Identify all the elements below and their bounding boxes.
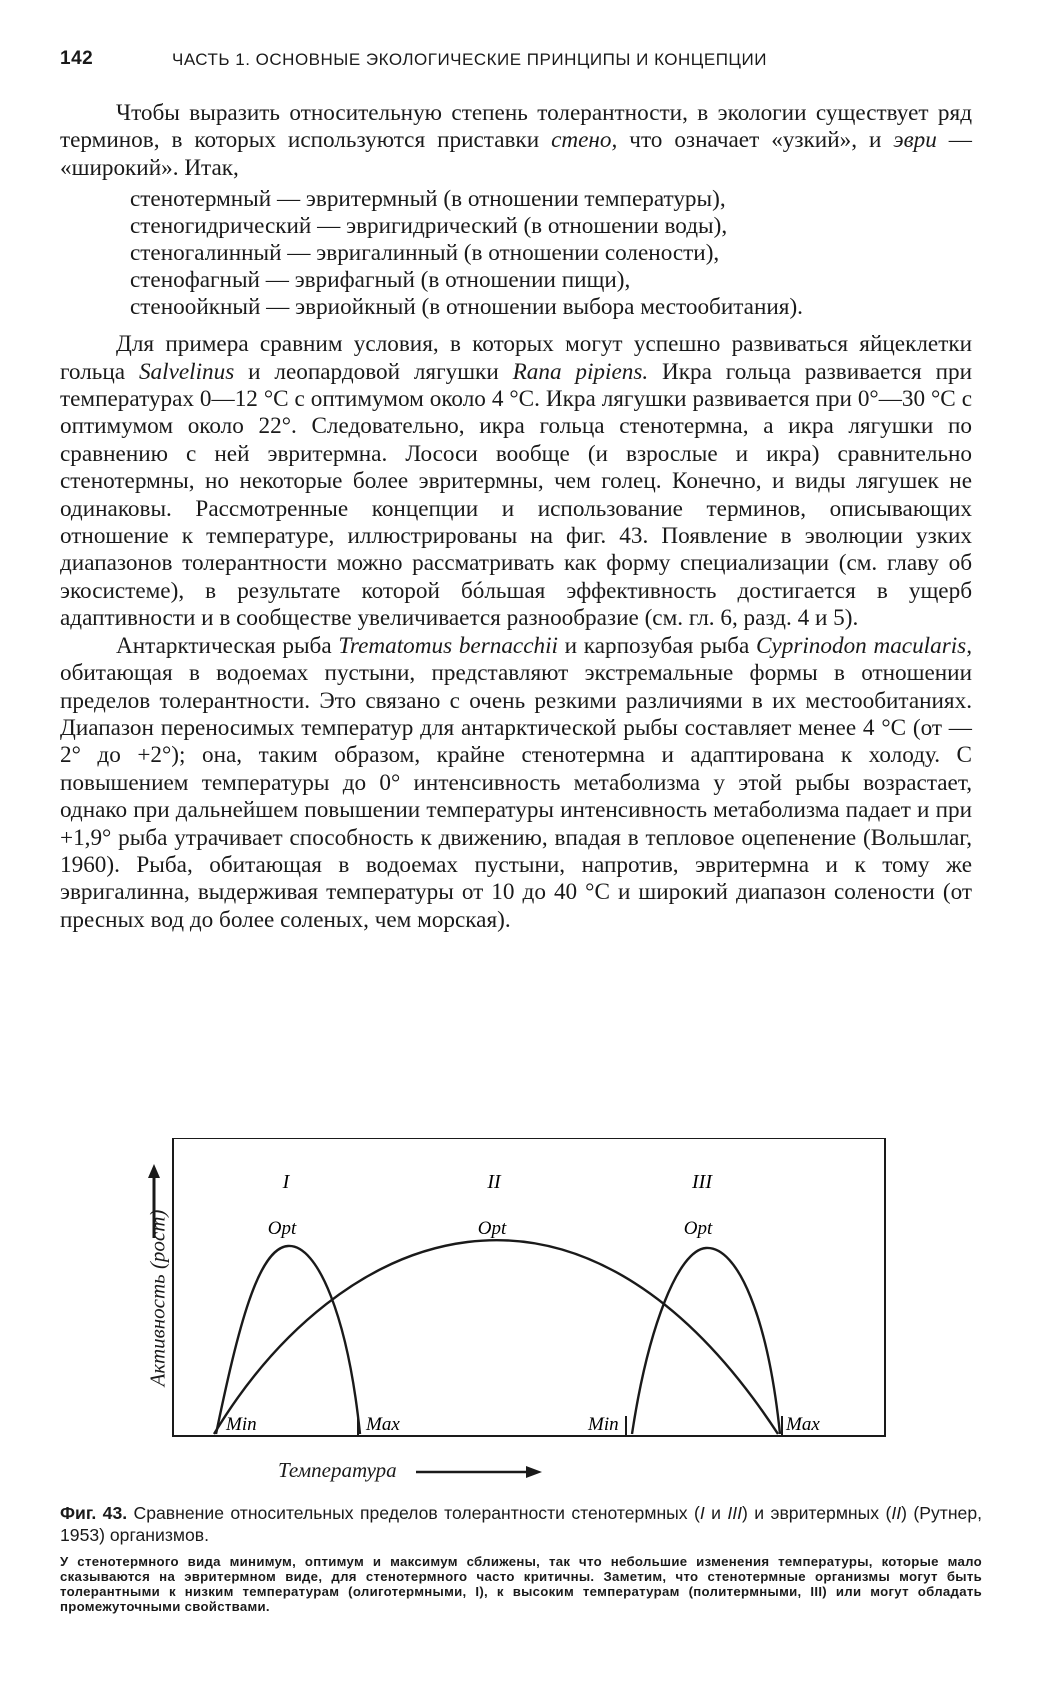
paragraph-2: Для примера сравним условия, в которых могут успешно развиваться яйцеклетки гольца Salvelinus и леопардовой лягушки Rana pipiens. Икра гольца развивается при температурах 0—12 °С с оптимумом около 4 °С. Икра лягушки развивается при 0°—30 °С с оптимумом около 22°. Следовательно, икра гольца стенотермна, а икра лягушки по сравнению с ней эвритермна. Лососи вообще (и взрослые и икра) сравнительно стенотермны, но некоторые более эвритермны, чем голец. Конечно, и виды лягушек не одинаковы. Рассмотренные концепции и использование терминов, описывающих отношение к температуре, иллюстрированы на фиг. 43. Появление в эволюции узких диапазонов толерантности можно рассматривать как форму специализации (см. главу об экосистеме), в результате которой бóльшая эффективность достигается в ущерб адаптивности и в сообществе увеличивается разнообразие (см. гл. 6, разд. 4 и 5). [60, 331, 972, 632]
right-arrow-icon [416, 1464, 546, 1480]
diagram-frame [173, 1138, 885, 1436]
page-number: 142 [60, 48, 94, 69]
y-axis-label: Активность (рост) [145, 1209, 170, 1387]
species-salvelinus: Salvelinus [138, 358, 235, 385]
x-axis-label: Температура [278, 1458, 397, 1482]
curve-iii-min: Min [588, 1414, 619, 1435]
prefix-evri: эври [893, 127, 937, 154]
curve-i-roman: I [282, 1171, 290, 1193]
figure-caption [60, 1502, 982, 1614]
figure-label: Фиг. 43. [60, 1503, 128, 1523]
curve-ii [214, 1240, 778, 1434]
term-item: стенофагный — эврифагный (в отношении пищи), [130, 267, 631, 294]
curve-i-opt: Opt [267, 1218, 297, 1239]
paragraph-3: Антарктическая рыба Trematomus bernacchii и карпозубая рыба Cyprinodon macularis, обитающая в водоемах пустыни, представляют экстремальные формы в отношении пределов толерантности. Это связано с очень резкими различиями в их местообитаниях. Диапазон переносимых температур для антарктической рыбы составляет менее 4 °С (от —2° до +2°); она, таким образом, крайне стенотермна и адаптирована к холоду. С повышением температуры до 0° интенсивность метаболизма у этой рыбы возрастает, однако при дальнейшем повышении температуры интенсивность метаболизма падает и при +1,9° рыба утрачивает способность к движению, впадая в тепловое оцепенение (Вольшлаг, 1960). Рыба, обитающая в водоемах пустыни, напротив, эвритермна и к тому же эвригалинна, выдерживая температуры от 10 до 40 °С и широкий диапазон солености (от пресных вод до более соленых, чем морская). [60, 632, 972, 933]
term-item: стенотермный — эвритермный (в отношении температуры), [130, 186, 726, 213]
figure-43 [145, 1138, 892, 1443]
curve-ii-opt: Opt [477, 1218, 507, 1239]
species-rana: Rana pipiens. [512, 358, 649, 385]
curve-iii-opt: Opt [683, 1218, 713, 1239]
x-axis-label-row [278, 1458, 546, 1483]
caption-note: У стенотермного вида минимум, оптимум и максимум сближены, так что небольшие изменения температуры, которые мало сказываются на эвритермном виде, для стенотермного часто критичны. Заметим, что стенотермные организмы могут быть толерантными к низким температурам (олиготермными, I), к высоким температурам (политермными, III) или могут обладать промежуточными свойствами. [60, 1554, 982, 1614]
curve-i-min: Min [226, 1414, 257, 1435]
species-cyprinodon: Cyprinodon macularis, [755, 632, 972, 659]
body-text [60, 100, 972, 934]
term-item: стеногалинный — эвригалинный (в отношении солености), [130, 240, 720, 267]
term-item: стеноойкный — эвриойкный (в отношении выбора местообитания). [130, 294, 803, 321]
species-trematomus: Trematomus bernacchii [338, 632, 558, 659]
curve-i-max: Max [366, 1414, 400, 1435]
caption-main: Фиг. 43. Сравнение относительных пределов толерантности стенотермных (I и III) и эвритермных (II) (Рутнер, 1953) организмов. [60, 1503, 982, 1545]
curve-ii-roman: II [487, 1171, 501, 1193]
curve-i [216, 1246, 360, 1434]
tolerance-diagram [145, 1138, 892, 1443]
up-arrow-icon [148, 1164, 160, 1178]
curve-iii-max: Max [786, 1414, 820, 1435]
curve-iii-roman: III [692, 1171, 712, 1193]
terms-list [130, 186, 972, 321]
prefix-steno: стено, [551, 127, 618, 154]
running-header [60, 48, 960, 78]
paragraph-1: Чтобы выразить относительную степень толерантности, в экологии существует ряд терминов, в которых используются приставки стено, что означает «узкий», и эври — «широкий». Итак, [60, 100, 972, 181]
running-title: ЧАСТЬ 1. ОСНОВНЫЕ ЭКОЛОГИЧЕСКИЕ ПРИНЦИПЫ И КОНЦЕПЦИИ [172, 50, 767, 69]
term-item: стеногидрический — эвригидрический (в отношении воды), [130, 213, 728, 240]
